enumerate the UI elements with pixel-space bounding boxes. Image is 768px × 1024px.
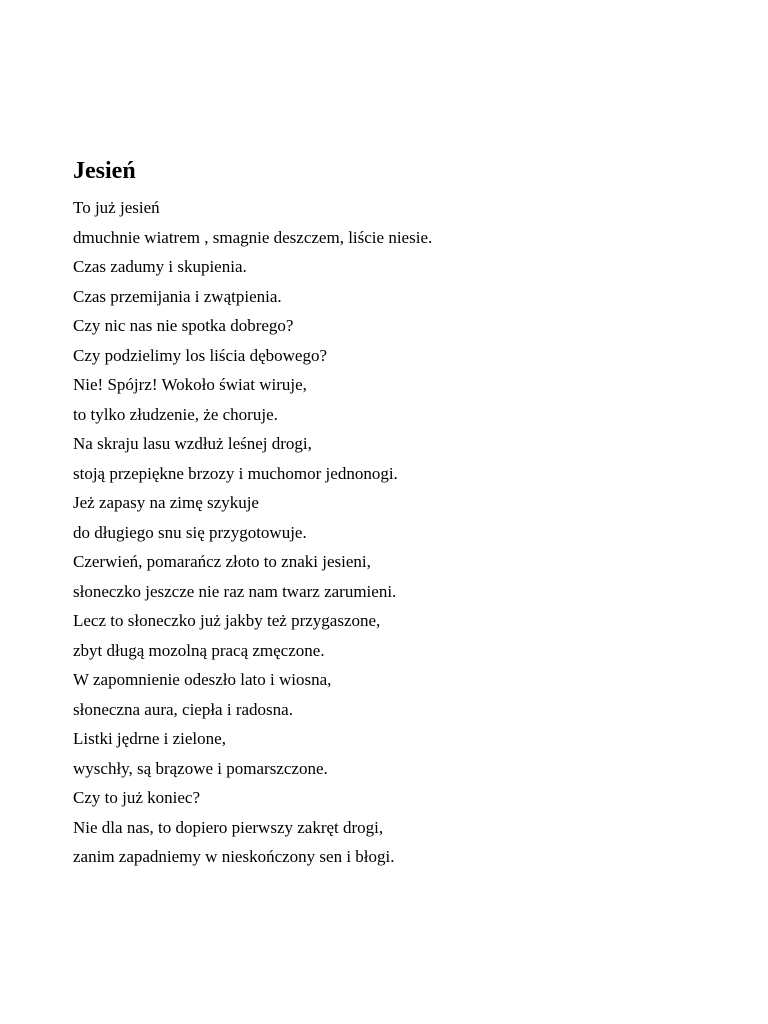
poem-line: do długiego snu się przygotowuje. [73, 522, 307, 542]
poem [73, 155, 713, 872]
poem-line: zanim zapadniemy w nieskończony sen i błogi. [73, 847, 395, 866]
poem-line: Listki jędrne i zielone, [73, 729, 226, 748]
poem-line: Jeż zapasy na zimę szykuje [73, 493, 259, 512]
poem-line: Nie dla nas, to dopiero pierwszy zakręt drogi, [73, 817, 384, 837]
poem-line: To już jesień [73, 198, 160, 217]
poem-line: Nie! Spójrz! Wokoło świat wiruje, [73, 375, 307, 394]
poem-lines [73, 193, 713, 872]
poem-line: słoneczko jeszcze nie raz nam twarz zarumieni. [73, 581, 397, 601]
poem-line: Na skraju lasu wzdłuż leśnej drogi, [73, 434, 312, 453]
poem-line: dmuchnie wiatrem , smagnie deszczem, liście niesie. [73, 227, 433, 247]
poem-line: stoją przepiękne brzozy i muchomor jednonogi. [73, 463, 398, 483]
poem-line: słoneczna aura, ciepła i radosna. [73, 699, 293, 719]
poem-line: Czerwień, pomarańcz złoto to znaki jesieni, [73, 552, 371, 571]
poem-line: Lecz to słoneczko już jakby też przygaszone, [73, 611, 381, 630]
poem-line: to tylko złudzenie, że choruje. [73, 404, 278, 424]
poem-line: Czas przemijania i zwątpienia. [73, 286, 282, 306]
poem-line: Czy to już koniec? [73, 788, 200, 807]
poem-line: zbyt długą mozolną pracą zmęczone. [73, 640, 325, 660]
poem-line: Czas zadumy i skupienia. [73, 257, 247, 276]
poem-line: wyschły, są brązowe i pomarszczone. [73, 758, 328, 778]
poem-line: Czy nic nas nie spotka dobrego? [73, 316, 294, 335]
poem-title: Jesień [73, 158, 136, 184]
poem-line: W zapomnienie odeszło lato i wiosna, [73, 670, 332, 689]
poem-line: Czy podzielimy los liścia dębowego? [73, 345, 327, 365]
